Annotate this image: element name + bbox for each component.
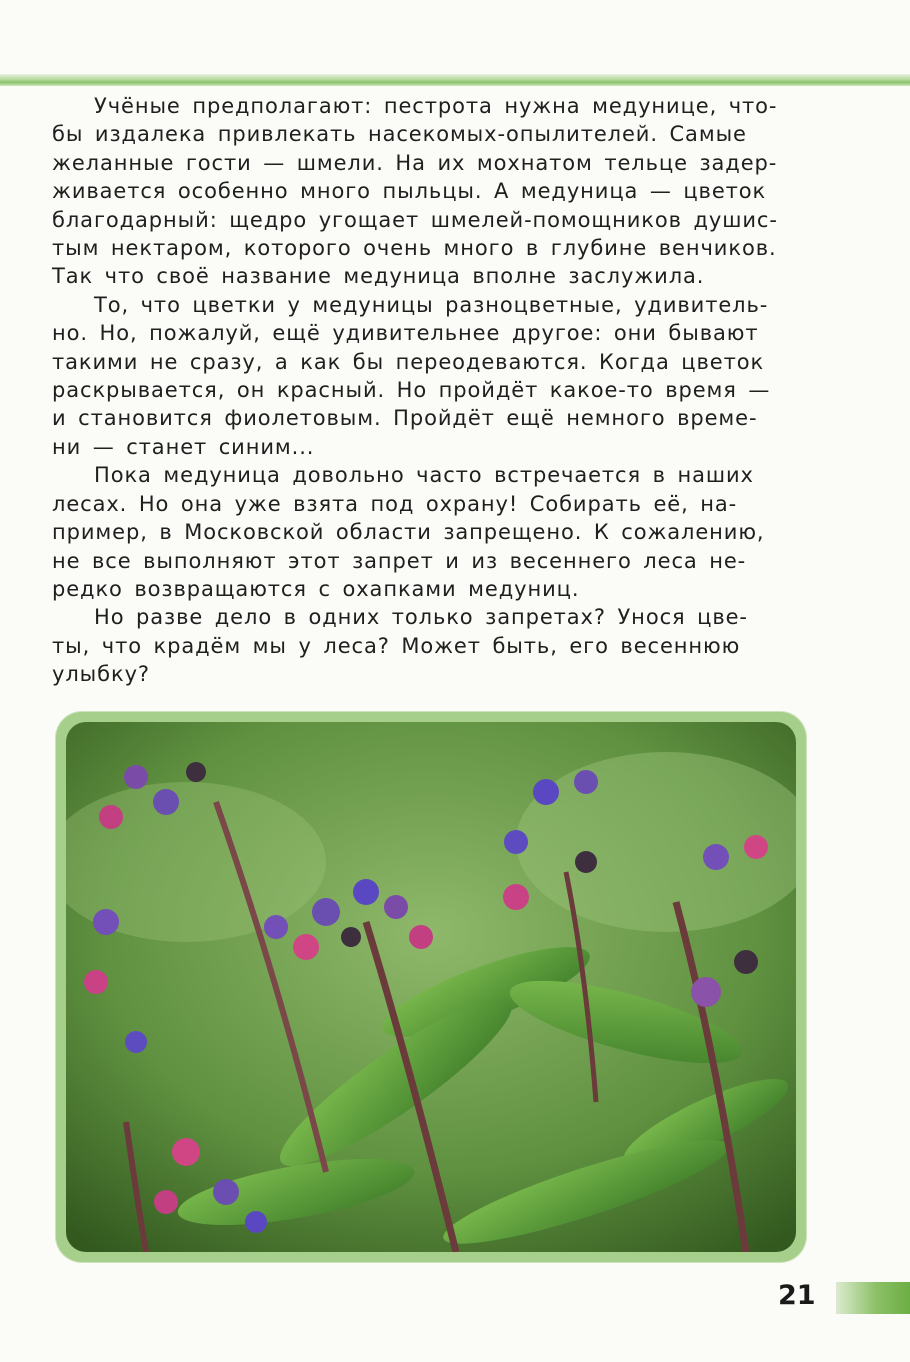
- photo-frame: [56, 712, 806, 1262]
- body-text: [52, 92, 810, 689]
- paragraph-1: Учёные предполагают: пестрота нужна медунице, что- бы издалека привлекать насекомых-опылителей. Самые желанные гости — шмели. На их мохнатом тельце задер- живается особенно много пыльцы. А медуница — цветок благодарный: щедро угощает шмелей-помощников душис- тым нектаром, которого очень много в глубине венчиков. Так что своё название медуница вполне заслужила.: [52, 94, 778, 289]
- page-number: 21: [778, 1280, 816, 1311]
- paragraph-2: То, что цветки у медуницы разноцветные, удивитель- но. Но, пожалуй, ещё удивительнее другое: они бывают такими не сразу, а как бы переодеваются. Когда цветок раскрывается, он красный. Но пройдёт какое-то время — и становится фиолетовым. Пройдёт ещё немного време- ни — станет синим...: [52, 292, 771, 459]
- top-green-rule: [0, 74, 910, 86]
- page-number-tab: [836, 1282, 910, 1314]
- lungwort-photo: [66, 722, 796, 1252]
- paragraph-3: Пока медуница довольно часто встречается в наших лесах. Но она уже взята под охрану! Собирать её, на- пример, в Московской области запрещено. К сожалению, не все выполняют этот запрет и из весеннего леса не- редко возвращаются с охапками медуниц.: [52, 463, 765, 601]
- paragraph-4: Но разве дело в одних только запретах? Унося цве- ты, что крадём мы у леса? Может быть, его весеннюю улыбку?: [52, 605, 748, 687]
